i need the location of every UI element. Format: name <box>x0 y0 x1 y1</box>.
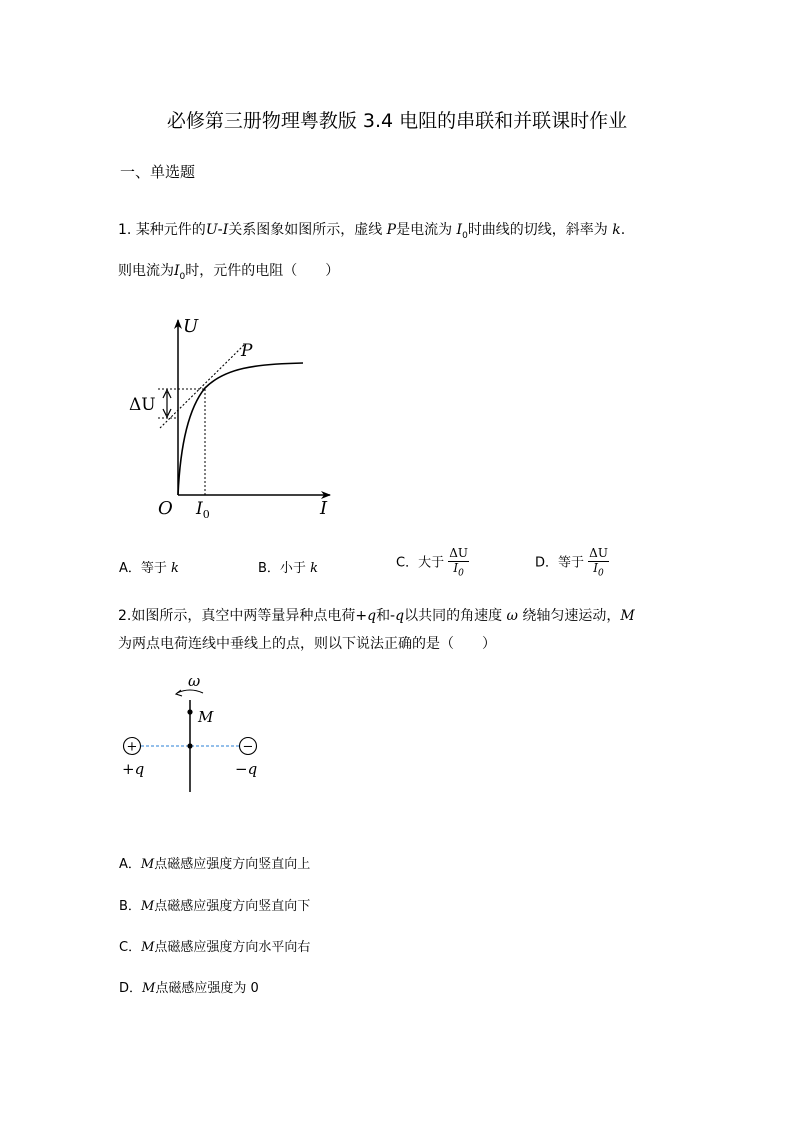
tangent-label-p: P <box>241 341 253 361</box>
q2-text-b: 和- <box>376 608 396 624</box>
q1-option-b-math: k <box>310 561 318 576</box>
q1-option-b[interactable] <box>258 557 318 576</box>
negative-sign: − <box>242 739 254 755</box>
q1-text-c: 是电流为 <box>396 222 453 238</box>
q1-option-c-fraction <box>448 547 469 579</box>
q1-end: . <box>620 222 626 238</box>
u-i-curve <box>178 363 303 495</box>
q1-var-i0-sub: 0 <box>462 230 468 241</box>
tangent-line-p <box>160 344 245 428</box>
q2-var-q1: q <box>367 608 377 624</box>
q1-var-u: U <box>205 222 218 238</box>
q1-var-k: k <box>612 222 621 238</box>
q2-option-c-text: 点磁感应强度方向水平向右 <box>154 940 311 955</box>
q1-option-d-denominator: $I_0$ <box>593 560 604 579</box>
q1-option-c-numerator: ΔU <box>449 546 468 560</box>
q1-text-a: 某种元件的 <box>135 222 206 238</box>
q2-option-d-var: M <box>142 981 156 996</box>
q1-option-d-numerator: ΔU <box>589 546 608 560</box>
q2-option-a-var: M <box>140 857 155 872</box>
q2-var-omega: ω <box>506 608 518 624</box>
q2-var-m: M <box>620 608 635 624</box>
q2-option-a-prefix: A． <box>119 857 141 872</box>
q1-text-d: 时曲线的切线，斜率为 <box>467 222 608 238</box>
tick-label-i0: $I_0$ <box>196 499 210 521</box>
q2-stem-line1 <box>118 605 635 625</box>
q2-option-b-text: 点磁感应强度方向竖直向下 <box>154 899 311 914</box>
q1-var-i0: I <box>456 222 463 238</box>
q2-option-b[interactable] <box>119 895 310 914</box>
q1-option-a-math: k <box>171 561 179 576</box>
plus-q-label: +q <box>122 760 145 778</box>
q2-option-a[interactable] <box>119 853 310 872</box>
q1-dash: - <box>217 222 223 238</box>
q2-option-c-prefix: C． <box>119 940 142 955</box>
q2-option-b-var: M <box>140 899 155 914</box>
q1-number: 1. <box>118 222 132 238</box>
q2-option-c-var: M <box>141 940 155 955</box>
q1-ui-graph <box>125 310 345 525</box>
axis-label-i: I <box>320 498 328 519</box>
q1-var-p: P <box>386 222 397 238</box>
q2-text-c: 以共同的角速度 <box>404 608 503 624</box>
q2-charge-diagram <box>115 672 275 797</box>
q2-option-d-text: 点磁感应强度为 0 <box>155 981 259 996</box>
q1-line2-a: 则电流为 <box>118 263 174 279</box>
q1-var-i: I <box>222 222 229 238</box>
q1-text-b: 关系图象如图所示，虚线 <box>228 222 383 238</box>
origin-label: O <box>158 498 173 519</box>
q2-option-c[interactable] <box>119 936 310 955</box>
q1-option-d[interactable] <box>535 547 609 579</box>
q1-line2-b: 时，元件的电阻（ ） <box>185 263 340 279</box>
q2-option-d-prefix: D． <box>119 981 143 996</box>
q1-option-c-label: C．大于 <box>396 555 445 571</box>
positive-sign: + <box>126 739 138 755</box>
section-heading: 一、单选题 <box>120 163 196 181</box>
q1-option-a-label: A．等于 <box>119 561 167 576</box>
q2-text-a: 如图所示，真空中两等量异种点电荷+ <box>131 608 368 624</box>
point-m-label: M <box>198 708 214 726</box>
q2-text-d: 绕轴匀速运动， <box>522 608 621 624</box>
point-m-dot <box>187 709 192 714</box>
q2-option-d[interactable] <box>119 977 259 996</box>
minus-q-label: −q <box>235 760 258 778</box>
q1-stem-line1 <box>118 219 625 241</box>
q1-option-d-fraction <box>588 547 609 579</box>
delta-u-label: ΔU <box>129 395 156 415</box>
q1-option-a[interactable] <box>119 557 179 576</box>
q2-number: 2. <box>118 608 132 624</box>
q1-stem-line2 <box>118 260 339 282</box>
omega-label: ω <box>188 672 201 690</box>
q2-option-b-prefix: B． <box>119 899 141 914</box>
page-title: 必修第三册物理粤教版 3.4 电阻的串联和并联课时作业 <box>166 110 628 132</box>
midpoint-dot <box>187 743 192 748</box>
q2-option-a-text: 点磁感应强度方向竖直向上 <box>154 857 311 872</box>
q1-line2-sub: 0 <box>179 271 186 282</box>
q2-stem-line2: 为两点电荷连线中垂线上的点，则以下说法正确的是（ ） <box>118 636 496 652</box>
q1-option-c[interactable] <box>396 547 469 579</box>
q1-option-c-denominator: $I_0$ <box>453 560 464 579</box>
q2-var-q2: q <box>395 608 405 624</box>
axis-label-u: U <box>183 316 199 337</box>
q1-option-b-label: B．小于 <box>258 561 306 576</box>
q1-option-d-label: D．等于 <box>535 555 585 571</box>
q1-line2-var-i0: I <box>174 263 180 279</box>
